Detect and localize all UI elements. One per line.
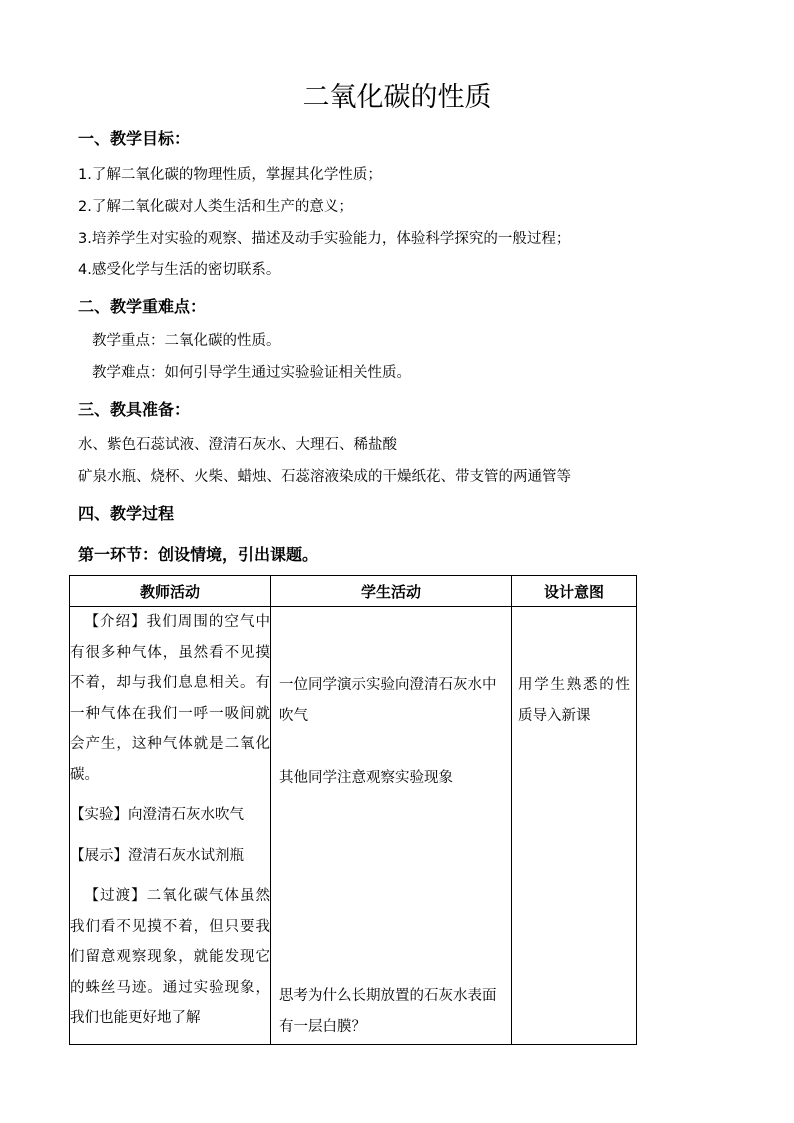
- objective-item: 2.了解二氧化碳对人类生活和生产的意义；: [78, 199, 353, 215]
- student-think: 思考为什么长期放置的石灰水表面有一层白膜？: [279, 988, 497, 1035]
- objective-item: 4.感受化学与生活的密切联系。: [78, 262, 281, 278]
- teacher-experiment: 【实验】向澄清石灰水吹气: [70, 807, 244, 823]
- table-header-row: [70, 576, 637, 607]
- table-row: [70, 607, 637, 1045]
- teacher-display: 【展示】澄清石灰水试剂瓶: [70, 847, 244, 864]
- header-student-activity: 学生活动: [271, 576, 512, 607]
- objective-item: 3.培养学生对实验的观察、描述及动手实验能力，体验科学探究的一般过程；: [78, 231, 571, 247]
- teacher-intro: 【介绍】我们周围的空气中有很多种气体，虽然看不见摸不着，却与我们息息相关。有一种气体在我们一呼一吸间就会产生，这种气体就是二氧化碳。: [70, 614, 270, 783]
- student-demo: 一位同学演示实验向澄清石灰水中吹气: [279, 677, 497, 724]
- lesson-table: [69, 575, 637, 1045]
- student-observe: 其他同学注意观察实验现象: [279, 770, 453, 786]
- section-heading-objectives: 一、教学目标：: [78, 129, 191, 148]
- teacher-transition: 【过渡】二氧化碳气体虽然我们看不见摸不着，但只要我们留意观察现象，就能发现它的蛛丝马迹。通过实验现象，我们也能更好地了解: [70, 888, 270, 1026]
- materials-line: 水、紫色石蕊试液、澄清石灰水、大理石、稀盐酸: [78, 437, 397, 453]
- key-point-item: 教学重点：二氧化碳的性质。: [92, 333, 281, 349]
- materials-line: 矿泉水瓶、烧杯、火柴、蜡烛、石蕊溶液染成的干燥纸花、带支管的两通管等: [78, 469, 571, 485]
- stage-heading: 第一环节：创设情境，引出课题。: [78, 545, 319, 564]
- design-intent-text: 用学生熟悉的性质导入新课: [518, 677, 630, 724]
- header-design-intent: 设计意图: [512, 576, 637, 607]
- design-intent-cell: [512, 607, 637, 1045]
- key-point-item: 教学难点：如何引导学生通过实验验证相关性质。: [92, 365, 411, 381]
- student-activity-cell: [271, 607, 512, 1045]
- section-heading-key-points: 二、教学重难点：: [78, 297, 207, 316]
- objective-item: 1.了解二氧化碳的物理性质，掌握其化学性质；: [78, 167, 382, 183]
- section-heading-materials: 三、教具准备：: [78, 400, 191, 419]
- teacher-activity-cell: [70, 607, 271, 1045]
- header-teacher-activity: 教师活动: [70, 576, 271, 607]
- section-heading-process: 四、教学过程: [78, 504, 175, 523]
- document-title: 二氧化碳的性质: [302, 82, 492, 113]
